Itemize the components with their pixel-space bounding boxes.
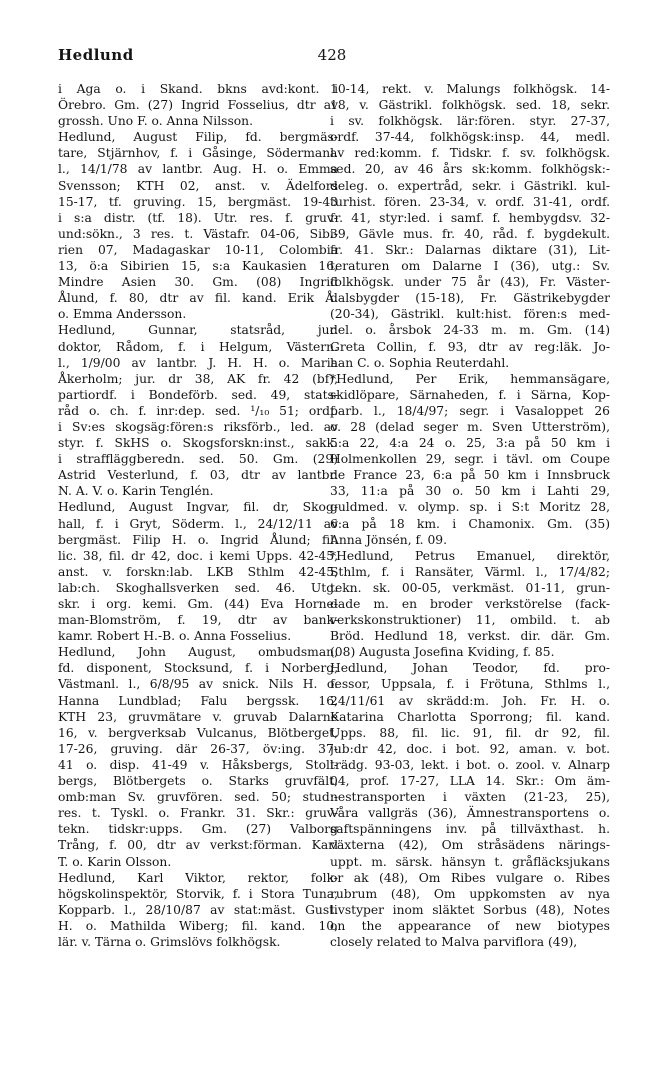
text-line: N. A. V. o. Karin Tenglén. (58, 484, 214, 499)
text-line: livstyper inom släktet Sorbus (48), Notes (330, 902, 610, 917)
text-line: omb:man Sv. gruvfören. sed. 50; stud:- (58, 790, 338, 805)
text-line: Greta Collin, f. 93, dtr av reg:läk. Jo- (330, 339, 610, 354)
text-line: skr. i org. kemi. Gm. (44) Eva Horne- (58, 597, 338, 611)
text-line: man-Blomström, f. 19, dtr av bank- (58, 613, 338, 628)
text-line: Hedlund, Johan Teodor, fd. pro- (330, 661, 610, 676)
text-line: Hedlund, Karl Viktor, rektor, folk- (58, 870, 338, 885)
text-line: av red:komm. f. Tidskr. f. sv. folkhögsk. (330, 146, 610, 161)
text-line: guldmed. v. olymp. sp. i S:t Moritz 28, (330, 500, 610, 515)
text-line: lic. 38, fil. dr 42, doc. i kemi Upps. 42-45, (58, 548, 338, 563)
text-line: han C. o. Sophia Reuterdahl. (330, 355, 510, 370)
text-line: rubrum (48), Om uppkomsten av nya (330, 886, 610, 901)
text-line: folkhögsk. under 75 år (43), Fr. Väster- (330, 275, 610, 290)
text-line: res. t. Tyskl. o. Frankr. 31. Skr.: gruv- (58, 806, 338, 821)
text-line: tekn. sk. 00-05, verkmäst. 01-11, grun- (330, 580, 610, 595)
text-line: trädg. 93-03, lekt. i bot. o. zool. v. Alnarp (330, 757, 610, 772)
text-line: fessor, Uppsala, f. i Frötuna, Sthlms l., (330, 677, 610, 692)
text-line: T. o. Karin Olsson. (58, 854, 172, 869)
text-line: Katarina Charlotta Sporrong; fil. kand. (330, 709, 610, 724)
text-line: 13, ö:a Sibirien 15, s:a Kaukasien 16, (58, 259, 338, 274)
text-line: bergmäst. Filip H. o. Ingrid Ålund; fil. (58, 532, 338, 547)
text-line: l., 1/9/00 av lantbr. J. H. H. o. Maria (58, 355, 338, 370)
right-column (330, 81, 610, 950)
text-line: und:sökn., 3 res. t. Västafr. 04-06, Sibi- (58, 226, 338, 241)
text-line: on the appearance of new biotypes (330, 918, 610, 933)
text-line: doktor, Rådom, f. i Helgum, Västern. (58, 339, 338, 354)
text-line: *Hedlund, Petrus Emanuel, direktör, (330, 548, 610, 563)
text-line: Sthlm, f. i Ransäter, Värml. l., 17/4/82; (330, 564, 610, 579)
text-line: 39, Gävle mus. fr. 40, råd. f. bygdekult. (330, 226, 610, 241)
text-line: o. Emma Andersson. (58, 307, 187, 322)
text-line: ordf. 37-44, folkhögsk:insp. 44, medl. (330, 130, 610, 145)
text-line: Kopparb. l., 28/10/87 av stat:mäst. Gust. (58, 902, 338, 917)
text-line: dade m. en broder verkstörelse (fack- (330, 597, 610, 611)
text-line: fd. disponent, Stocksund, f. i Norberg, (58, 661, 338, 676)
text-line: högskolinspektör, Storvik, f. i Stora Tuna, (58, 886, 338, 901)
text-line: parb. l., 18/4/97; segr. i Vasaloppet 26 (330, 403, 610, 418)
text-line: 17-26, gruving. där 26-37, öv:ing. 37- (58, 741, 338, 756)
text-line: Upps. 88, fil. lic. 91, fil. dr 92, fil. (330, 725, 610, 740)
text-line: 15-17, tf. gruving. 15, bergmäst. 19-43 (58, 194, 338, 209)
text-line: Hedlund, Gunnar, statsråd, jur. (58, 323, 338, 338)
text-line: uppt. m. särsk. hänsyn t. gråfläcksjukans (330, 854, 610, 869)
text-line: 5:a 22, 4:a 24 o. 25, 3:a på 50 km i (330, 436, 610, 451)
text-line: Örebro. Gm. (27) Ingrid Fosselius, dtr av (58, 98, 338, 113)
text-line: Åkerholm; jur. dr 38, AK fr. 42 (bf), (58, 371, 338, 386)
text-line: råd o. ch. f. inr:dep. sed. ¹/₁₀ 51; ordf. (58, 403, 338, 418)
text-line: 33, 11:a på 30 o. 50 km i Lahti 29, (330, 484, 610, 499)
text-line: fr. 41, styr:led. i samf. f. hembygdsv. 32- (330, 210, 610, 225)
text-line: H. o. Mathilda Wiberg; fil. kand. 10, (58, 918, 338, 933)
text-line: kamr. Robert H.-B. o. Anna Fosselius. (58, 629, 292, 644)
text-line: i straffläggberedn. sed. 50. Gm. (29) (58, 452, 338, 467)
text-line: bergs, Blötbergets o. Starks gruvfält, (58, 774, 338, 789)
text-line: Svensson; KTH 02, anst. v. Ädelfors (58, 178, 338, 193)
text-line: Trång, f. 00, dtr av verkst:förman. Karl (58, 838, 338, 853)
text-line: KTH 23, gruvmätare v. gruvab Dalarne (58, 709, 338, 724)
left-column (58, 81, 338, 950)
text-line: Hedlund, August Ingvar, fil. dr, Skog- (58, 500, 338, 515)
text-line: Anna Jönsén, f. 09. (330, 532, 448, 547)
text-line: Astrid Vesterlund, f. 03, dtr av lantbr. (58, 468, 338, 483)
text-line: Ålund, f. 80, dtr av fil. kand. Erik Å. (58, 291, 338, 306)
text-line: or ak (48), Om Ribes vulgare o. Ribes (330, 870, 610, 885)
text-line: sed. 20, av 46 års sk:komm. folkhögsk:- (330, 162, 610, 177)
text-line: Holmenkollen 29, segr. i tävl. om Coupe (330, 452, 610, 467)
text-line: teraturen om Dalarne I (36), utg.: Sv. (330, 259, 610, 274)
text-line: lab:ch. Skoghallsverken sed. 46. Utg. (58, 580, 338, 595)
text-line: *Hedlund, Per Erik, hemmansägare, (330, 371, 610, 386)
text-line: rien 07, Madagaskar 10-11, Colombia (58, 242, 338, 257)
text-line: hall, f. i Gryt, Söderm. l., 24/12/11 av (58, 516, 338, 531)
text-line: fr. 41. Skr.: Dalarnas diktare (31), Lit- (330, 242, 610, 257)
text-line: verkskonstruktioner) 11, ombild. t. ab (330, 613, 610, 628)
text-line: Hedlund, August Filip, fd. bergmäs- (58, 130, 338, 145)
text-line: i sv. folkhögsk. lär:fören. styr. 27-37, (330, 114, 610, 129)
text-line: skidlöpare, Särnaheden, f. i Särna, Kop- (330, 387, 610, 402)
text-line: closely related to Malva parviflora (49), (330, 934, 578, 949)
text-line: 24/11/61 av skrädd:m. Joh. Fr. H. o. (330, 693, 610, 708)
text-line: 16, v. bergverksab Vulcanus, Blötberget, (58, 725, 338, 740)
text-line: saftspänningens inv. på tillväxthast. h. (330, 822, 610, 837)
text-line: Mindre Asien 30. Gm. (08) Ingrid (58, 275, 338, 290)
text-line: deleg. o. expertråd, sekr. i Gästrikl. kul- (330, 178, 610, 193)
text-line: styr. f. SkHS o. Skogsforskn:inst., sakk. (58, 436, 338, 451)
text-line: tare, Stjärnhov, f. i Gåsinge, Södermanl. (58, 146, 338, 161)
text-line: Västmanl. l., 6/8/95 av snick. Nils H. o. (58, 677, 338, 692)
text-line: växterna (42), Om stråsädens närings- (330, 838, 610, 853)
text-line: de France 23, 6:a på 50 km i Innsbruck (330, 468, 610, 483)
page-header (58, 46, 606, 68)
text-line: grossh. Uno F. o. Anna Nilsson. (58, 114, 253, 129)
text-line: 04, prof. 17-27, LLA 14. Skr.: Om äm- (330, 774, 610, 789)
text-line: Våra vallgräs (36), Ämnestransportens o. (330, 806, 610, 821)
page-number: 428 (317, 46, 347, 64)
text-line: Hanna Lundblad; Falu bergssk. 16, (58, 693, 338, 708)
text-line: 41 o. disp. 41-49 v. Håksbergs, Stoll- (58, 757, 338, 772)
text-line: del. o. årsbok 24-33 m. m. Gm. (14) (330, 323, 610, 338)
text-line: Bröd. Hedlund 18, verkst. dir. där. Gm. (330, 629, 610, 644)
running-head: Hedlund (58, 46, 134, 64)
text-line: i Aga o. i Skand. bkns avd:kont. i (58, 82, 338, 96)
text-line: (20-34), Gästrikl. kult:hist. fören:s med- (330, 307, 610, 322)
text-line: 18, v. Gästrikl. folkhögsk. sed. 18, sekr. (330, 98, 610, 113)
text-line: lär. v. Tärna o. Grimslövs folkhögsk. (58, 934, 281, 949)
text-line: turhist. fören. 23-34, v. ordf. 31-41, ordf. (330, 194, 610, 209)
text-line: tekn. tidskr:upps. Gm. (27) Valborg (58, 822, 338, 837)
text-line: 10-14, rekt. v. Malungs folkhögsk. 14- (330, 82, 610, 96)
text-line: i s:a distr. (tf. 18). Utr. res. f. gruv- (58, 210, 338, 225)
text-line: i Sv:es skogsäg:fören:s riksförb., led. av (58, 419, 338, 434)
text-line: Hedlund, John August, ombudsman, (58, 645, 338, 660)
text-line: anst. v. forskn:lab. LKB Sthlm 42-45, (58, 564, 338, 579)
text-line: 6:a på 18 km. i Chamonix. Gm. (35) (330, 516, 610, 531)
text-line: nestransporten i växten (21-23, 25), (330, 790, 610, 805)
text-line: o. 28 (delad seger m. Sven Utterström), (330, 419, 610, 434)
text-line: partiordf. i Bondeförb. sed. 49, stats- (58, 387, 338, 402)
text-line: (08) Augusta Josefina Kviding, f. 85. (330, 645, 555, 660)
text-line: jub:dr 42, doc. i bot. 92, aman. v. bot. (330, 741, 610, 756)
text-line: dalsbygder (15-18), Fr. Gästrikebygder (330, 291, 610, 306)
text-line: l., 14/1/78 av lantbr. Aug. H. o. Emma (58, 162, 338, 177)
